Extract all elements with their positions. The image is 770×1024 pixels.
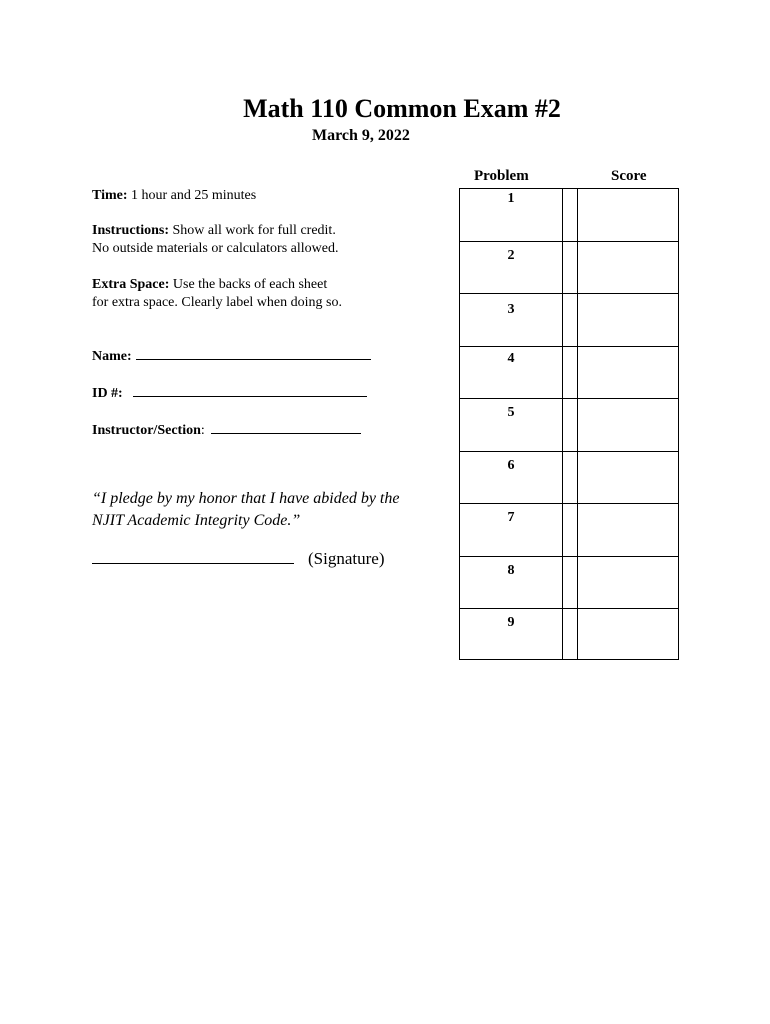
id-label: ID #: xyxy=(92,386,123,401)
time-value: 1 hour and 25 minutes xyxy=(127,188,257,203)
score-row xyxy=(460,504,678,557)
extra-space-line-2: for extra space. Clearly label when doing so. xyxy=(92,295,342,310)
score-cell[interactable] xyxy=(578,452,678,504)
signature-label: (Signature) xyxy=(308,549,385,568)
score-row xyxy=(460,347,678,400)
score-row xyxy=(460,452,678,505)
id-field xyxy=(92,383,367,402)
score-row xyxy=(460,399,678,452)
problem-number: 2 xyxy=(507,247,515,263)
extra-space-line-1: Use the backs of each sheet xyxy=(169,277,328,292)
exam-date: March 9, 2022 xyxy=(312,127,410,144)
problem-number: 7 xyxy=(507,510,515,525)
pledge-line-1: “I pledge by my honor that I have abided by the xyxy=(92,490,400,507)
instructions-label: Instructions: xyxy=(92,223,170,238)
instructor-label: Instructor/Section xyxy=(92,423,201,438)
score-cell[interactable] xyxy=(578,347,678,399)
score-row xyxy=(460,609,678,662)
score-cell[interactable] xyxy=(578,609,678,662)
problem-number: 5 xyxy=(507,405,515,420)
exam-title: Math 110 Common Exam #2 xyxy=(243,94,561,123)
extra-space-info xyxy=(92,276,342,312)
problem-number: 4 xyxy=(507,350,515,366)
score-cell[interactable] xyxy=(578,242,678,294)
problem-number: 9 xyxy=(507,615,515,630)
score-cell[interactable] xyxy=(578,504,678,556)
score-cell[interactable] xyxy=(578,557,678,609)
score-cell[interactable] xyxy=(578,294,678,346)
instructions-line-1: Show all work for full credit. xyxy=(169,223,336,238)
score-table xyxy=(459,188,679,660)
instructor-section-field xyxy=(92,420,361,439)
name-label: Name: xyxy=(92,349,132,364)
score-row xyxy=(460,294,678,347)
score-cell[interactable] xyxy=(578,189,678,241)
problem-number: 3 xyxy=(507,302,515,317)
problem-column-header: Problem xyxy=(474,168,529,184)
instructions-info xyxy=(92,222,338,258)
extra-space-label: Extra Space: xyxy=(92,277,170,292)
name-blank[interactable] xyxy=(136,346,371,360)
instructor-blank[interactable] xyxy=(211,420,361,434)
score-row xyxy=(460,557,678,610)
instructions-line-2: No outside materials or calculators allowed. xyxy=(92,241,339,256)
problem-number: 6 xyxy=(507,457,515,473)
signature-blank[interactable] xyxy=(92,547,294,564)
honor-pledge xyxy=(92,488,399,532)
score-row xyxy=(460,189,678,242)
score-cell[interactable] xyxy=(578,399,678,451)
score-row xyxy=(460,242,678,295)
time-label: Time: xyxy=(92,188,128,203)
pledge-line-2: NJIT Academic Integrity Code.” xyxy=(92,512,301,529)
name-field xyxy=(92,346,371,365)
signature-field xyxy=(92,547,384,569)
score-column-header: Score xyxy=(611,168,647,184)
problem-number: 1 xyxy=(507,191,515,206)
id-blank[interactable] xyxy=(133,383,367,397)
time-info xyxy=(92,187,256,205)
instructor-colon: : xyxy=(200,423,205,438)
problem-number: 8 xyxy=(507,562,515,578)
